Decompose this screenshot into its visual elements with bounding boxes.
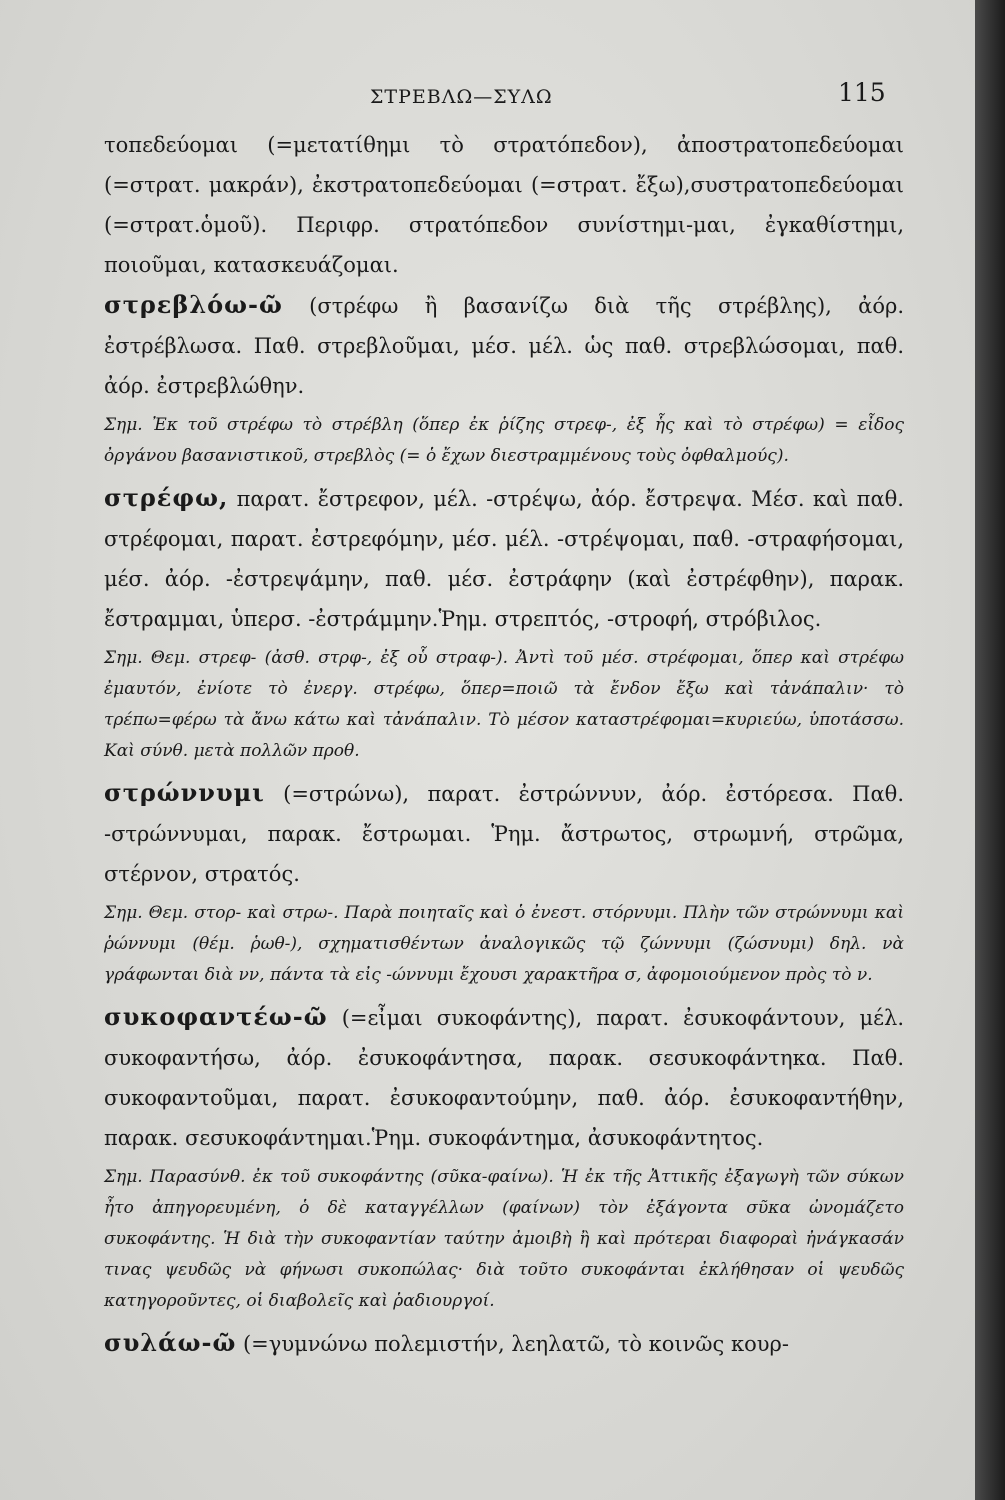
entry-note: Σημ. Ἐκ τοῦ στρέφω τὸ στρέβλη (ὅπερ ἐκ ῥίζης στρεφ-, ἐξ ἧς καὶ τὸ στρέφω) = εἶδος ὀργάνου βασανιστικοῦ, στρεβλὸς (= ὁ ἔχων διεστραμμένους τοὺς ὀφθαλμούς). [104,415,904,466]
running-title: ΣΤΡΕΒΛΩ—ΣΥΛΩ [370,86,553,108]
entry-lemma: συλάω-ῶ [104,1328,237,1357]
entry-lemma: στρώννυμι [104,778,265,807]
entry-note: Σημ. Παρασύνθ. ἐκ τοῦ συκοφάντης (σῦκα-φαίνω). Ἡ ἐκ τῆς Ἀττικῆς ἐξαγωγὴ τῶν σύκων ἦτο ἀπηγορευμένη, ὁ δὲ καταγγέλλων (φαίνων) τὸν ἐξάγοντα σῦκα ὠνομάζετο συκοφάντης. Ἡ διὰ τὴν συκοφαντίαν ταύτην ἀμοιβὴ ἢ καὶ πρότεραι διαφοραὶ ἠνάγκασάν τινας ψευδῶς νὰ φήνωσι συκοπώλας· διὰ τοῦτο συκοφάνται ἐκλήθησαν οἱ ψευδῶς κατηγοροῦντες, οἱ διαβολεῖς καὶ ῥαδιουργοί. [104,1167,904,1311]
dictionary-entry [104,478,904,639]
entry-note: Σημ. Θεμ. στορ- καὶ στρω-. Παρὰ ποιηταῖς καὶ ὁ ἐνεστ. στόρνυμι. Πλὴν τῶν στρώννυμι καὶ ῥώννυμι (θέμ. ῥωθ-), σχηματισθέντων ἀναλογικῶς τῷ ζώννυμι (ζώσνυμι) δηλ. νὰ γράφωνται διὰ νν, πάντα τὰ εἰς -ώννυμι ἔχουσι χαρακτῆρα σ, ἀφομοιούμενον πρὸς τὸ ν. [104,903,904,985]
entry-body: (=γυμνώνω πολεμιστήν, λεηλατῶ, τὸ κοινῶς κουρ- [236,1332,789,1356]
entry-body: (=στρώνω), παρατ. ἐστρώννυν, ἀόρ. ἐστόρεσα. Παθ. -στρώννυμαι, παρακ. ἔστρωμαι. Ῥημ. ἄστρωτος, στρωμνή, στρῶμα, στέρνον, στρατός. [104,782,904,886]
scan-edge [975,0,1005,1500]
dictionary-entry [104,285,904,406]
entry-body: (στρέφω ἢ βασανίζω διὰ τῆς στρέβλης), ἀόρ. ἐστρέβλωσα. Παθ. στρεβλοῦμαι, μέσ. μέλ. ὡς παθ. στρεβλώσομαι, παθ. ἀόρ. ἐστρεβλώθην. [104,294,904,398]
page-number: 115 [838,78,886,107]
dictionary-entry [104,773,904,894]
page-header [0,78,975,118]
entry-body: τοπεδεύομαι (=μετατίθημι τὸ στρατόπεδον), ἀποστρατοπεδεύομαι (=στρατ. μακράν), ἐκστρατοπεδεύομαι (=στρατ. ἔξω),συστρατοπεδεύομαι (=στρατ.ὁμοῦ). Περιφρ. στρατόπεδον συνίστημι-μαι, ἐγκαθίστημι, ποιοῦμαι, κατασκευάζομαι. [104,133,904,277]
dictionary-body [104,125,904,1364]
entry-lemma: στρεβλόω-ῶ [104,290,283,319]
entry-lemma: συκοφαντέω-ῶ [104,1002,328,1031]
entry-body: (=εἶμαι συκοφάντης), παρατ. ἐσυκοφάντουν, μέλ. συκοφαντήσω, ἀόρ. ἐσυκοφάντησα, παρακ. σεσυκοφάντηκα. Παθ. συκοφαντοῦμαι, παρατ. ἐσυκοφαντούμην, παθ. ἀόρ. ἐσυκοφαντήθην, παρακ. σεσυκοφάντημαι.Ῥημ. συκοφάντημα, ἀσυκοφάντητος. [104,1006,904,1150]
entry-note: Σημ. Θεμ. στρεφ- (ἀσθ. στρφ-, ἐξ οὗ στραφ-). Ἀντὶ τοῦ μέσ. στρέφομαι, ὅπερ καὶ στρέφω ἐμαυτόν, ἐνίοτε τὸ ἐνεργ. στρέφω, ὅπερ=ποιῶ τὰ ἔνδον ἔξω καὶ τἀνάπαλιν· τὸ τρέπω=φέρω τὰ ἄνω κάτω καὶ τἀνάπαλιν. Τὸ μέσον καταστρέφομαι=κυριεύω, ὑποτάσσω. Καὶ σύνθ. μετὰ πολλῶν προθ. [104,648,904,761]
entry-body: παρατ. ἔστρεφον, μέλ. -στρέψω, ἀόρ. ἔστρεψα. Μέσ. καὶ παθ. στρέφομαι, παρατ. ἐστρεφόμην, μέσ. μέλ. -στρέψομαι, παθ. -στραφήσομαι, μέσ. ἀόρ. -ἐστρεψάμην, παθ. μέσ. ἐστράφην (καὶ ἐστρέφθην), παρακ. ἔστραμμαι, ὑπερσ. -ἐστράμμην.Ῥημ. στρεπτός, -στροφή, στρόβιλος. [104,487,904,631]
entry-lemma: στρέφω, [104,483,229,512]
dictionary-entry [104,1323,904,1364]
continued-entry-text [104,125,904,285]
dictionary-entry [104,997,904,1158]
